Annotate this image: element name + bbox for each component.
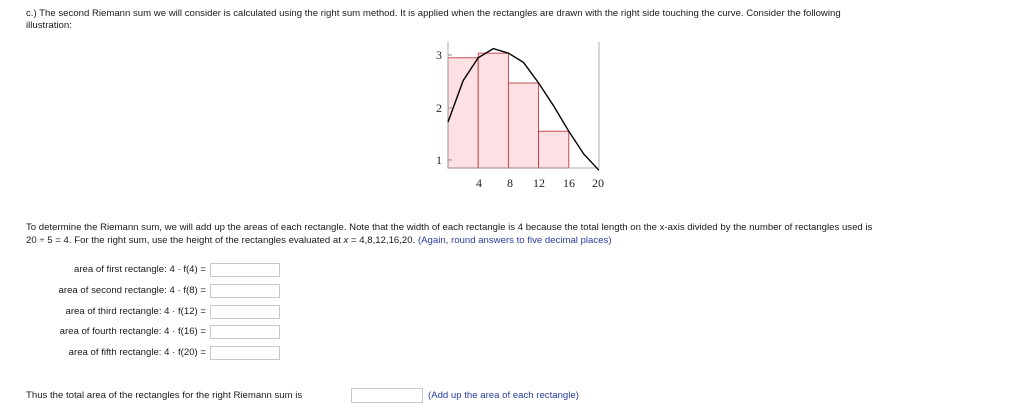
row-label-4: area of fourth rectangle: 4 · f(16) =: [59, 326, 206, 337]
riemann-rectangle-3: [508, 83, 538, 168]
rectangles-group: [448, 53, 569, 168]
total-answer-input[interactable]: [351, 388, 423, 403]
riemann-rectangle-4: [539, 131, 569, 168]
intro-paragraph: [26, 8, 1006, 32]
row-label-3: area of third rectangle: 4 · f(12) =: [65, 306, 206, 317]
total-label: Thus the total area of the rectangles for the right Riemann sum is: [26, 390, 303, 401]
x-tick-label-4: 4: [476, 176, 482, 190]
intro-line-1: c.) The second Riemann sum we will consider is calculated using the right sum method. It is applied when the rectangles are drawn with the right side touching the curve. Consider the following: [26, 8, 841, 19]
explanation-line-2: [26, 234, 1011, 247]
answer-input-4[interactable]: [210, 325, 280, 339]
explanation-line-2-values: = 4,8,12,16,20.: [348, 235, 418, 246]
x-tick-label-16: 16: [563, 176, 575, 190]
y-tick-label-3: 3: [436, 48, 442, 62]
y-tick-label-2: 2: [436, 101, 442, 115]
explanation-paragraph: [26, 221, 1011, 247]
explanation-line-1: To determine the Riemann sum, we will add up the areas of each rectangle. Note that the width of each rectangle is 4 because the total length on the x-axis divided by the number of rectangles used is: [26, 222, 873, 233]
x-tick-label-12: 12: [533, 176, 545, 190]
row-label-5: area of fifth rectangle: 4 · f(20) =: [68, 347, 206, 358]
x-tick-label-20: 20: [592, 176, 604, 190]
row-label-1: area of first rectangle: 4 · f(4) =: [74, 264, 206, 275]
y-tick-label-1: 1: [436, 153, 442, 167]
riemann-graph: [420, 40, 620, 195]
variable-x: x: [343, 235, 349, 246]
x-tick-labels: [476, 176, 604, 190]
answer-input-1[interactable]: [210, 263, 280, 277]
answer-input-5[interactable]: [210, 346, 280, 360]
riemann-rectangle-1: [448, 58, 478, 168]
rounding-hint: (Again, round answers to five decimal places): [417, 235, 612, 246]
answer-input-2[interactable]: [210, 284, 280, 298]
total-hint: (Add up the area of each rectangle): [428, 390, 579, 401]
riemann-rectangle-2: [478, 53, 508, 168]
explanation-line-2-prefix: 20 ÷ 5 = 4. For the right sum, use the height of the rectangles evaluated at: [26, 235, 344, 246]
x-tick-label-8: 8: [507, 176, 513, 190]
row-label-2: area of second rectangle: 4 · f(8) =: [58, 285, 206, 296]
intro-line-2: illustration:: [26, 20, 72, 31]
answer-input-3[interactable]: [210, 305, 280, 319]
